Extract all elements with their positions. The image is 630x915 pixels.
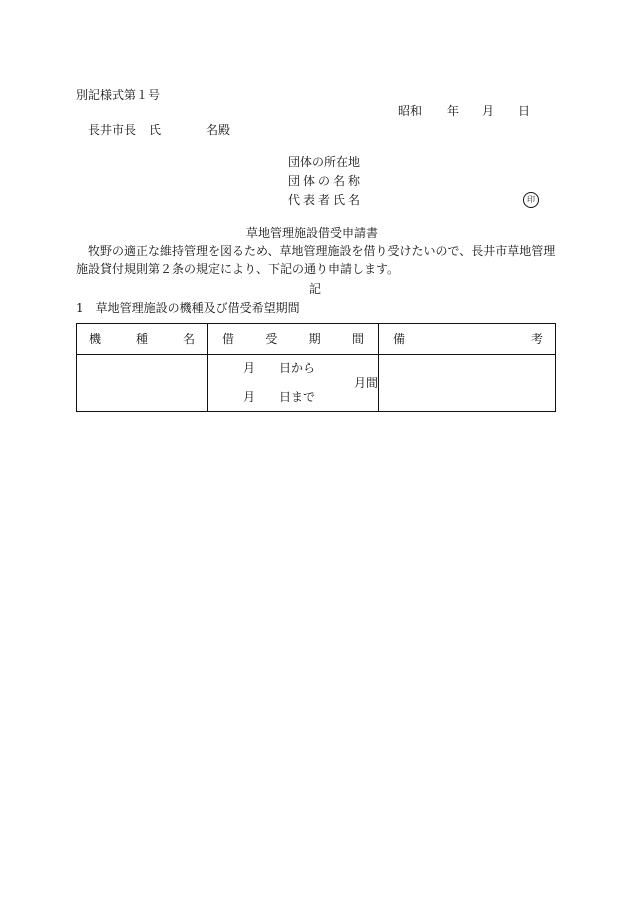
addressee-title: 長井市長 [88, 123, 137, 137]
seal-mark: 印 [523, 192, 539, 208]
body-line-2: 施設貸付規則第２条の規定により、下記の通り申請します。 [76, 262, 400, 276]
document-title: 草地管理施設借受申請書 [246, 226, 379, 240]
section-1-heading: 1 草地管理施設の機種及び借受希望期間 [76, 301, 300, 315]
application-table [76, 323, 556, 412]
period-to-month: 月 [243, 390, 256, 404]
applicant-rep-label: 代 表 者 氏 名 [288, 193, 360, 207]
body-line-1: 牧野の適正な維持管理を図るため、草地管理施設を借り受けたいので、長井市草地管理 [88, 244, 556, 258]
form-number: 別記様式第１号 [76, 88, 161, 102]
date-year: 年 [447, 104, 460, 118]
addressee-suffix: 名殿 [206, 123, 231, 137]
period-from-day: 日から [279, 361, 316, 375]
period-from-month: 月 [243, 361, 256, 375]
period-to-day: 日まで [279, 390, 316, 404]
table-divider [207, 324, 208, 411]
applicant-address-label: 団体の所在地 [288, 155, 361, 169]
ki-mark: 記 [309, 282, 322, 296]
table-divider [378, 324, 379, 411]
period-months: 月間 [354, 376, 379, 390]
table-header-divider [77, 354, 555, 355]
header-remarks: 備 考 [393, 332, 543, 346]
date-era: 昭和 [398, 104, 423, 118]
date-month: 月 [482, 104, 495, 118]
header-model: 機 種 名 [89, 332, 195, 346]
date-day: 日 [518, 104, 531, 118]
applicant-name-label: 団 体 の 名 称 [288, 174, 360, 188]
addressee-honorific: 氏 [149, 123, 162, 137]
header-period: 借 受 期 間 [222, 332, 364, 346]
date-line [398, 104, 422, 118]
